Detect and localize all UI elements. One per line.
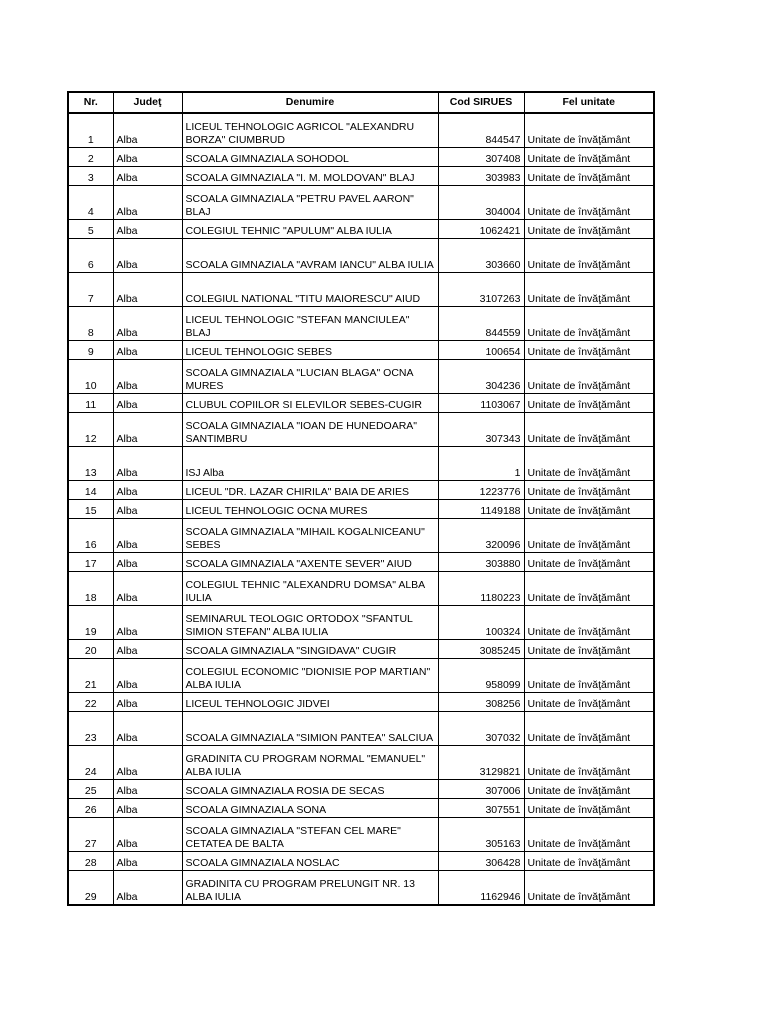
cell-cod-sirues: 307032 <box>438 712 524 746</box>
cell-nr: 7 <box>68 273 113 307</box>
cell-judet: Alba <box>113 659 182 693</box>
cell-nr: 13 <box>68 447 113 481</box>
cell-fel-unitate: Unitate de învăţământ <box>524 167 654 186</box>
cell-denumire: SCOALA GIMNAZIALA "SINGIDAVA" CUGIR <box>182 640 438 659</box>
cell-denumire: LICEUL "DR. LAZAR CHIRILA" BAIA DE ARIES <box>182 481 438 500</box>
table-row <box>68 818 654 852</box>
cell-cod-sirues: 303880 <box>438 553 524 572</box>
cell-fel-unitate: Unitate de învăţământ <box>524 780 654 799</box>
cell-denumire: GRADINITA CU PROGRAM NORMAL "EMANUEL" ALBA IULIA <box>182 746 438 780</box>
table-row <box>68 481 654 500</box>
table-header <box>68 92 654 113</box>
cell-cod-sirues: 1103067 <box>438 394 524 413</box>
cell-fel-unitate: Unitate de învăţământ <box>524 871 654 906</box>
cell-judet: Alba <box>113 481 182 500</box>
cell-cod-sirues: 307551 <box>438 799 524 818</box>
table-row <box>68 148 654 167</box>
cell-judet: Alba <box>113 519 182 553</box>
cell-nr: 25 <box>68 780 113 799</box>
table-row <box>68 746 654 780</box>
cell-denumire: LICEUL TEHNOLOGIC AGRICOL "ALEXANDRU BORZA" CIUMBRUD <box>182 113 438 148</box>
cell-cod-sirues: 304004 <box>438 186 524 220</box>
cell-denumire: SCOALA GIMNAZIALA ROSIA DE SECAS <box>182 780 438 799</box>
cell-fel-unitate: Unitate de învăţământ <box>524 606 654 640</box>
table-row <box>68 273 654 307</box>
cell-nr: 21 <box>68 659 113 693</box>
cell-judet: Alba <box>113 818 182 852</box>
cell-denumire: SCOALA GIMNAZIALA NOSLAC <box>182 852 438 871</box>
table-row <box>68 799 654 818</box>
table-row <box>68 553 654 572</box>
cell-cod-sirues: 1062421 <box>438 220 524 239</box>
cell-fel-unitate: Unitate de învăţământ <box>524 273 654 307</box>
cell-denumire: SCOALA GIMNAZIALA SOHODOL <box>182 148 438 167</box>
table-row <box>68 186 654 220</box>
cell-fel-unitate: Unitate de învăţământ <box>524 500 654 519</box>
cell-cod-sirues: 303983 <box>438 167 524 186</box>
cell-cod-sirues: 305163 <box>438 818 524 852</box>
cell-cod-sirues: 307006 <box>438 780 524 799</box>
cell-nr: 11 <box>68 394 113 413</box>
cell-judet: Alba <box>113 186 182 220</box>
cell-denumire: GRADINITA CU PROGRAM PRELUNGIT NR. 13 ALBA IULIA <box>182 871 438 906</box>
cell-cod-sirues: 100324 <box>438 606 524 640</box>
table-row <box>68 712 654 746</box>
cell-nr: 16 <box>68 519 113 553</box>
cell-judet: Alba <box>113 239 182 273</box>
cell-fel-unitate: Unitate de învăţământ <box>524 712 654 746</box>
table-row <box>68 572 654 606</box>
cell-fel-unitate: Unitate de învăţământ <box>524 852 654 871</box>
cell-fel-unitate: Unitate de învăţământ <box>524 693 654 712</box>
cell-fel-unitate: Unitate de învăţământ <box>524 413 654 447</box>
cell-denumire: SCOALA GIMNAZIALA "MIHAIL KOGALNICEANU" SEBES <box>182 519 438 553</box>
cell-nr: 15 <box>68 500 113 519</box>
table-row <box>68 852 654 871</box>
cell-nr: 27 <box>68 818 113 852</box>
cell-cod-sirues: 3085245 <box>438 640 524 659</box>
cell-denumire: SEMINARUL TEOLOGIC ORTODOX "SFANTUL SIMION STEFAN" ALBA IULIA <box>182 606 438 640</box>
cell-cod-sirues: 1180223 <box>438 572 524 606</box>
cell-fel-unitate: Unitate de învăţământ <box>524 113 654 148</box>
cell-nr: 20 <box>68 640 113 659</box>
cell-cod-sirues: 306428 <box>438 852 524 871</box>
cell-judet: Alba <box>113 693 182 712</box>
table-row <box>68 871 654 906</box>
header-denumire: Denumire <box>182 92 438 113</box>
header-nr: Nr. <box>68 92 113 113</box>
cell-cod-sirues: 308256 <box>438 693 524 712</box>
cell-fel-unitate: Unitate de învăţământ <box>524 746 654 780</box>
cell-denumire: CLUBUL COPIILOR SI ELEVILOR SEBES-CUGIR <box>182 394 438 413</box>
cell-denumire: LICEUL TEHNOLOGIC JIDVEI <box>182 693 438 712</box>
cell-judet: Alba <box>113 500 182 519</box>
cell-cod-sirues: 3107263 <box>438 273 524 307</box>
cell-denumire: SCOALA GIMNAZIALA "LUCIAN BLAGA" OCNA MURES <box>182 360 438 394</box>
cell-denumire: SCOALA GIMNAZIALA "PETRU PAVEL AARON" BLAJ <box>182 186 438 220</box>
cell-judet: Alba <box>113 413 182 447</box>
table-row <box>68 659 654 693</box>
cell-denumire: COLEGIUL TEHNIC "ALEXANDRU DOMSA" ALBA IULIA <box>182 572 438 606</box>
table-row <box>68 220 654 239</box>
cell-nr: 26 <box>68 799 113 818</box>
cell-fel-unitate: Unitate de învăţământ <box>524 220 654 239</box>
table-row <box>68 167 654 186</box>
schools-table <box>67 91 655 906</box>
table-row <box>68 113 654 148</box>
cell-fel-unitate: Unitate de învăţământ <box>524 799 654 818</box>
cell-nr: 6 <box>68 239 113 273</box>
cell-judet: Alba <box>113 341 182 360</box>
cell-nr: 1 <box>68 113 113 148</box>
cell-denumire: COLEGIUL ECONOMIC "DIONISIE POP MARTIAN" ALBA IULIA <box>182 659 438 693</box>
cell-fel-unitate: Unitate de învăţământ <box>524 659 654 693</box>
cell-fel-unitate: Unitate de învăţământ <box>524 447 654 481</box>
cell-judet: Alba <box>113 220 182 239</box>
cell-cod-sirues: 304236 <box>438 360 524 394</box>
cell-denumire: SCOALA GIMNAZIALA "I. M. MOLDOVAN" BLAJ <box>182 167 438 186</box>
cell-nr: 12 <box>68 413 113 447</box>
table-row <box>68 693 654 712</box>
cell-nr: 9 <box>68 341 113 360</box>
cell-nr: 18 <box>68 572 113 606</box>
cell-denumire: SCOALA GIMNAZIALA "SIMION PANTEA" SALCIUA <box>182 712 438 746</box>
cell-fel-unitate: Unitate de învăţământ <box>524 148 654 167</box>
header-judet: Judeţ <box>113 92 182 113</box>
table-row <box>68 360 654 394</box>
cell-denumire: SCOALA GIMNAZIALA "AVRAM IANCU" ALBA IULIA <box>182 239 438 273</box>
table-row <box>68 413 654 447</box>
cell-cod-sirues: 1 <box>438 447 524 481</box>
cell-denumire: COLEGIUL NATIONAL "TITU MAIORESCU" AIUD <box>182 273 438 307</box>
cell-fel-unitate: Unitate de învăţământ <box>524 481 654 500</box>
cell-cod-sirues: 1149188 <box>438 500 524 519</box>
cell-judet: Alba <box>113 780 182 799</box>
cell-fel-unitate: Unitate de învăţământ <box>524 572 654 606</box>
cell-denumire: LICEUL TEHNOLOGIC OCNA MURES <box>182 500 438 519</box>
cell-cod-sirues: 307343 <box>438 413 524 447</box>
cell-nr: 4 <box>68 186 113 220</box>
table-row <box>68 239 654 273</box>
cell-nr: 17 <box>68 553 113 572</box>
header-cod-sirues: Cod SIRUES <box>438 92 524 113</box>
cell-denumire: SCOALA GIMNAZIALA "AXENTE SEVER" AIUD <box>182 553 438 572</box>
cell-cod-sirues: 307408 <box>438 148 524 167</box>
table-row <box>68 640 654 659</box>
cell-fel-unitate: Unitate de învăţământ <box>524 341 654 360</box>
cell-fel-unitate: Unitate de învăţământ <box>524 640 654 659</box>
cell-judet: Alba <box>113 273 182 307</box>
cell-fel-unitate: Unitate de învăţământ <box>524 553 654 572</box>
cell-cod-sirues: 844559 <box>438 307 524 341</box>
cell-judet: Alba <box>113 640 182 659</box>
cell-cod-sirues: 958099 <box>438 659 524 693</box>
cell-nr: 19 <box>68 606 113 640</box>
cell-nr: 14 <box>68 481 113 500</box>
cell-nr: 2 <box>68 148 113 167</box>
cell-fel-unitate: Unitate de învăţământ <box>524 186 654 220</box>
cell-judet: Alba <box>113 799 182 818</box>
cell-denumire: SCOALA GIMNAZIALA "STEFAN CEL MARE" CETATEA DE BALTA <box>182 818 438 852</box>
cell-fel-unitate: Unitate de învăţământ <box>524 360 654 394</box>
cell-fel-unitate: Unitate de învăţământ <box>524 394 654 413</box>
table-row <box>68 341 654 360</box>
cell-nr: 28 <box>68 852 113 871</box>
cell-judet: Alba <box>113 307 182 341</box>
cell-nr: 5 <box>68 220 113 239</box>
cell-nr: 29 <box>68 871 113 906</box>
cell-denumire: SCOALA GIMNAZIALA "IOAN DE HUNEDOARA" SANTIMBRU <box>182 413 438 447</box>
table-body <box>68 113 654 905</box>
table-row <box>68 500 654 519</box>
cell-judet: Alba <box>113 746 182 780</box>
table-row <box>68 447 654 481</box>
cell-nr: 8 <box>68 307 113 341</box>
cell-judet: Alba <box>113 572 182 606</box>
cell-nr: 23 <box>68 712 113 746</box>
cell-cod-sirues: 303660 <box>438 239 524 273</box>
cell-judet: Alba <box>113 712 182 746</box>
cell-judet: Alba <box>113 852 182 871</box>
cell-judet: Alba <box>113 871 182 906</box>
cell-fel-unitate: Unitate de învăţământ <box>524 239 654 273</box>
table-row <box>68 307 654 341</box>
cell-cod-sirues: 3129821 <box>438 746 524 780</box>
cell-fel-unitate: Unitate de învăţământ <box>524 307 654 341</box>
cell-nr: 3 <box>68 167 113 186</box>
header-fel-unitate: Fel unitate <box>524 92 654 113</box>
cell-denumire: LICEUL TEHNOLOGIC SEBES <box>182 341 438 360</box>
cell-judet: Alba <box>113 113 182 148</box>
cell-judet: Alba <box>113 606 182 640</box>
table-row <box>68 780 654 799</box>
cell-nr: 22 <box>68 693 113 712</box>
cell-denumire: SCOALA GIMNAZIALA SONA <box>182 799 438 818</box>
cell-judet: Alba <box>113 148 182 167</box>
cell-judet: Alba <box>113 553 182 572</box>
cell-cod-sirues: 1162946 <box>438 871 524 906</box>
cell-judet: Alba <box>113 360 182 394</box>
cell-cod-sirues: 844547 <box>438 113 524 148</box>
cell-fel-unitate: Unitate de învăţământ <box>524 818 654 852</box>
cell-denumire: LICEUL TEHNOLOGIC "STEFAN MANCIULEA" BLAJ <box>182 307 438 341</box>
table-row <box>68 519 654 553</box>
table-row <box>68 606 654 640</box>
cell-cod-sirues: 1223776 <box>438 481 524 500</box>
header-row <box>68 92 654 113</box>
cell-judet: Alba <box>113 447 182 481</box>
cell-fel-unitate: Unitate de învăţământ <box>524 519 654 553</box>
cell-cod-sirues: 320096 <box>438 519 524 553</box>
cell-denumire: ISJ Alba <box>182 447 438 481</box>
cell-judet: Alba <box>113 394 182 413</box>
cell-cod-sirues: 100654 <box>438 341 524 360</box>
cell-nr: 10 <box>68 360 113 394</box>
cell-nr: 24 <box>68 746 113 780</box>
table-row <box>68 394 654 413</box>
cell-denumire: COLEGIUL TEHNIC "APULUM" ALBA IULIA <box>182 220 438 239</box>
cell-judet: Alba <box>113 167 182 186</box>
